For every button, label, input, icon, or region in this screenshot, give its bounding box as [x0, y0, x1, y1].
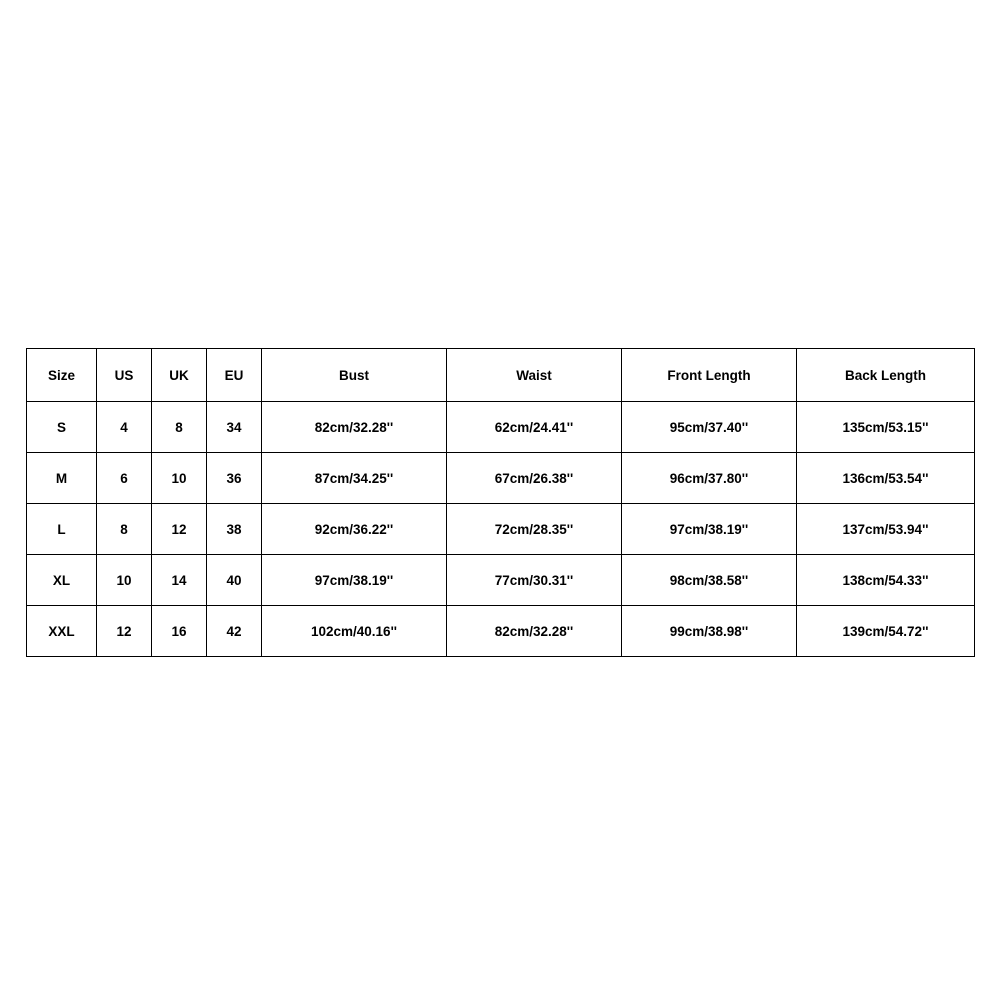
cell-front-length: 99cm/38.98'' [622, 606, 797, 657]
table-row [27, 402, 975, 453]
cell-back-length: 139cm/54.72'' [797, 606, 975, 657]
cell-uk: 12 [152, 504, 207, 555]
cell-front-length: 96cm/37.80'' [622, 453, 797, 504]
cell-bust: 82cm/32.28'' [262, 402, 447, 453]
cell-size: XXL [27, 606, 97, 657]
cell-size: XL [27, 555, 97, 606]
size-chart-container [26, 348, 974, 657]
cell-front-length: 98cm/38.58'' [622, 555, 797, 606]
column-header-waist: Waist [447, 349, 622, 402]
column-header-front-length: Front Length [622, 349, 797, 402]
cell-eu: 36 [207, 453, 262, 504]
cell-waist: 67cm/26.38'' [447, 453, 622, 504]
table-row [27, 606, 975, 657]
cell-size: S [27, 402, 97, 453]
cell-uk: 8 [152, 402, 207, 453]
column-header-bust: Bust [262, 349, 447, 402]
cell-uk: 14 [152, 555, 207, 606]
table-row [27, 504, 975, 555]
cell-back-length: 136cm/53.54'' [797, 453, 975, 504]
cell-us: 12 [97, 606, 152, 657]
cell-waist: 77cm/30.31'' [447, 555, 622, 606]
column-header-size: Size [27, 349, 97, 402]
cell-waist: 62cm/24.41'' [447, 402, 622, 453]
cell-us: 4 [97, 402, 152, 453]
cell-eu: 38 [207, 504, 262, 555]
cell-uk: 10 [152, 453, 207, 504]
cell-bust: 87cm/34.25'' [262, 453, 447, 504]
cell-bust: 102cm/40.16'' [262, 606, 447, 657]
size-chart-table [26, 348, 975, 657]
column-header-back-length: Back Length [797, 349, 975, 402]
cell-eu: 34 [207, 402, 262, 453]
cell-size: L [27, 504, 97, 555]
cell-uk: 16 [152, 606, 207, 657]
cell-eu: 42 [207, 606, 262, 657]
column-header-us: US [97, 349, 152, 402]
cell-us: 6 [97, 453, 152, 504]
cell-us: 8 [97, 504, 152, 555]
column-header-uk: UK [152, 349, 207, 402]
table-row [27, 453, 975, 504]
cell-bust: 92cm/36.22'' [262, 504, 447, 555]
cell-front-length: 95cm/37.40'' [622, 402, 797, 453]
cell-back-length: 137cm/53.94'' [797, 504, 975, 555]
table-header [27, 349, 975, 402]
cell-back-length: 138cm/54.33'' [797, 555, 975, 606]
table-row [27, 555, 975, 606]
cell-size: M [27, 453, 97, 504]
cell-bust: 97cm/38.19'' [262, 555, 447, 606]
cell-waist: 82cm/32.28'' [447, 606, 622, 657]
cell-back-length: 135cm/53.15'' [797, 402, 975, 453]
column-header-eu: EU [207, 349, 262, 402]
cell-us: 10 [97, 555, 152, 606]
table-body [27, 402, 975, 657]
cell-waist: 72cm/28.35'' [447, 504, 622, 555]
cell-front-length: 97cm/38.19'' [622, 504, 797, 555]
table-header-row [27, 349, 975, 402]
cell-eu: 40 [207, 555, 262, 606]
